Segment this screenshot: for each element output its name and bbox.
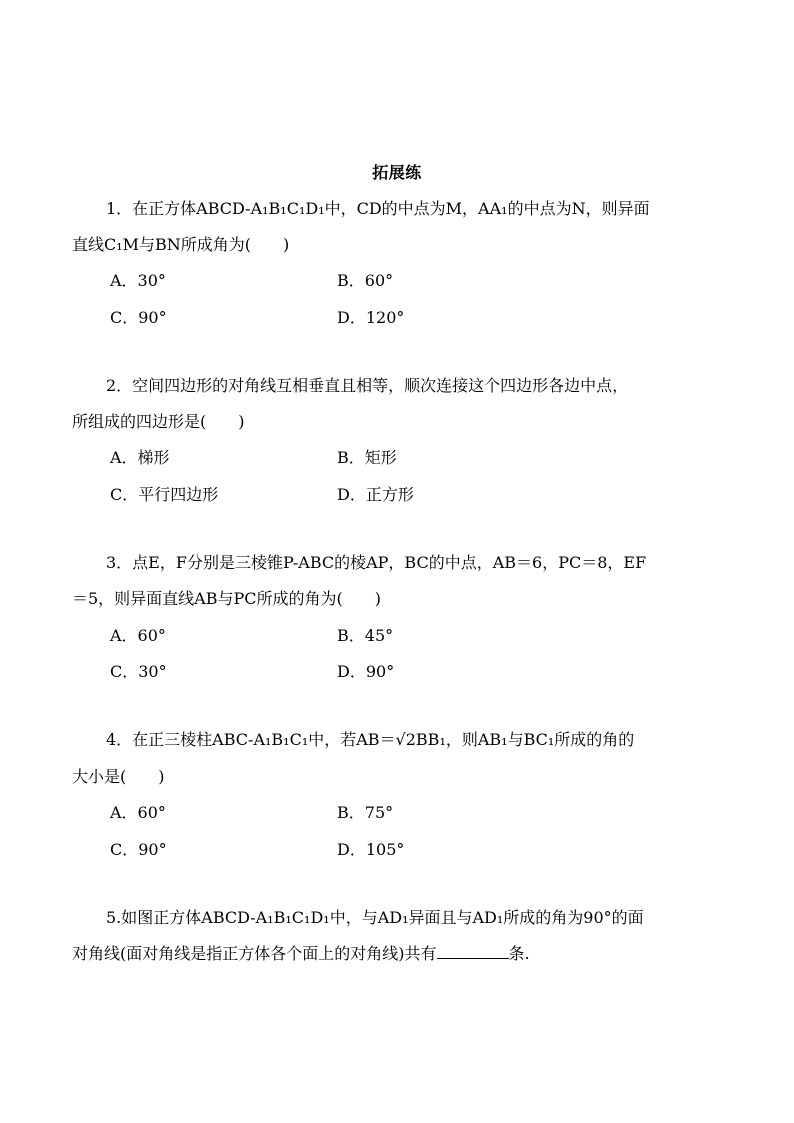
question-5-line-2-end: 条.: [508, 944, 530, 963]
question-3-line-2: ＝5，则异面直线AB与PC所成的角为( ): [72, 589, 381, 608]
page-title: 拓展练: [372, 163, 422, 182]
option-b: B．75°: [337, 803, 394, 822]
option-d: D．105°: [337, 840, 405, 859]
option-a: A．60°: [110, 626, 166, 645]
question-4-line-2: 大小是( ): [72, 767, 165, 786]
question-2-line-2: 所组成的四边形是( ): [72, 412, 245, 431]
option-c: C．90°: [110, 308, 167, 327]
question-1-line-1: 1．在正方体ABCD-A₁B₁C₁D₁中，CD的中点为M，AA₁的中点为N，则异面: [106, 199, 650, 218]
question-3-line-1: 3．点E，F分别是三棱锥P-ABC的棱AP，BC的中点，AB＝6，PC＝8，EF: [106, 553, 647, 572]
option-d: D．正方形: [337, 485, 414, 504]
option-c: C．90°: [110, 840, 167, 859]
option-a: A．30°: [110, 271, 166, 290]
question-5-line-2: [72, 944, 530, 964]
option-b: B．45°: [337, 626, 394, 645]
option-b: B．矩形: [337, 448, 397, 467]
option-b: B．60°: [337, 271, 394, 290]
question-4-line-1: 4．在正三棱柱ABC-A₁B₁C₁中，若AB＝√2BB₁，则AB₁与BC₁所成的角的: [106, 730, 635, 749]
question-5-line-2-text: 对角线(面对角线是指正方体各个面上的对角线)共有: [72, 944, 437, 963]
question-5-line-1: 5.如图正方体ABCD-A₁B₁C₁D₁中，与AD₁异面且与AD₁所成的角为90°的面: [106, 908, 644, 927]
option-d: D．90°: [337, 662, 395, 681]
option-a: A．60°: [110, 803, 166, 822]
question-2-line-1: 2．空间四边形的对角线互相垂直且相等，顺次连接这个四边形各边中点，: [106, 376, 629, 395]
option-c: C．30°: [110, 662, 167, 681]
option-c: C．平行四边形: [110, 485, 219, 504]
question-1-line-2: 直线C₁M与BN所成角为( ): [72, 235, 290, 254]
option-d: D．120°: [337, 308, 405, 327]
answer-blank[interactable]: [437, 944, 509, 959]
option-a: A．梯形: [110, 448, 170, 467]
